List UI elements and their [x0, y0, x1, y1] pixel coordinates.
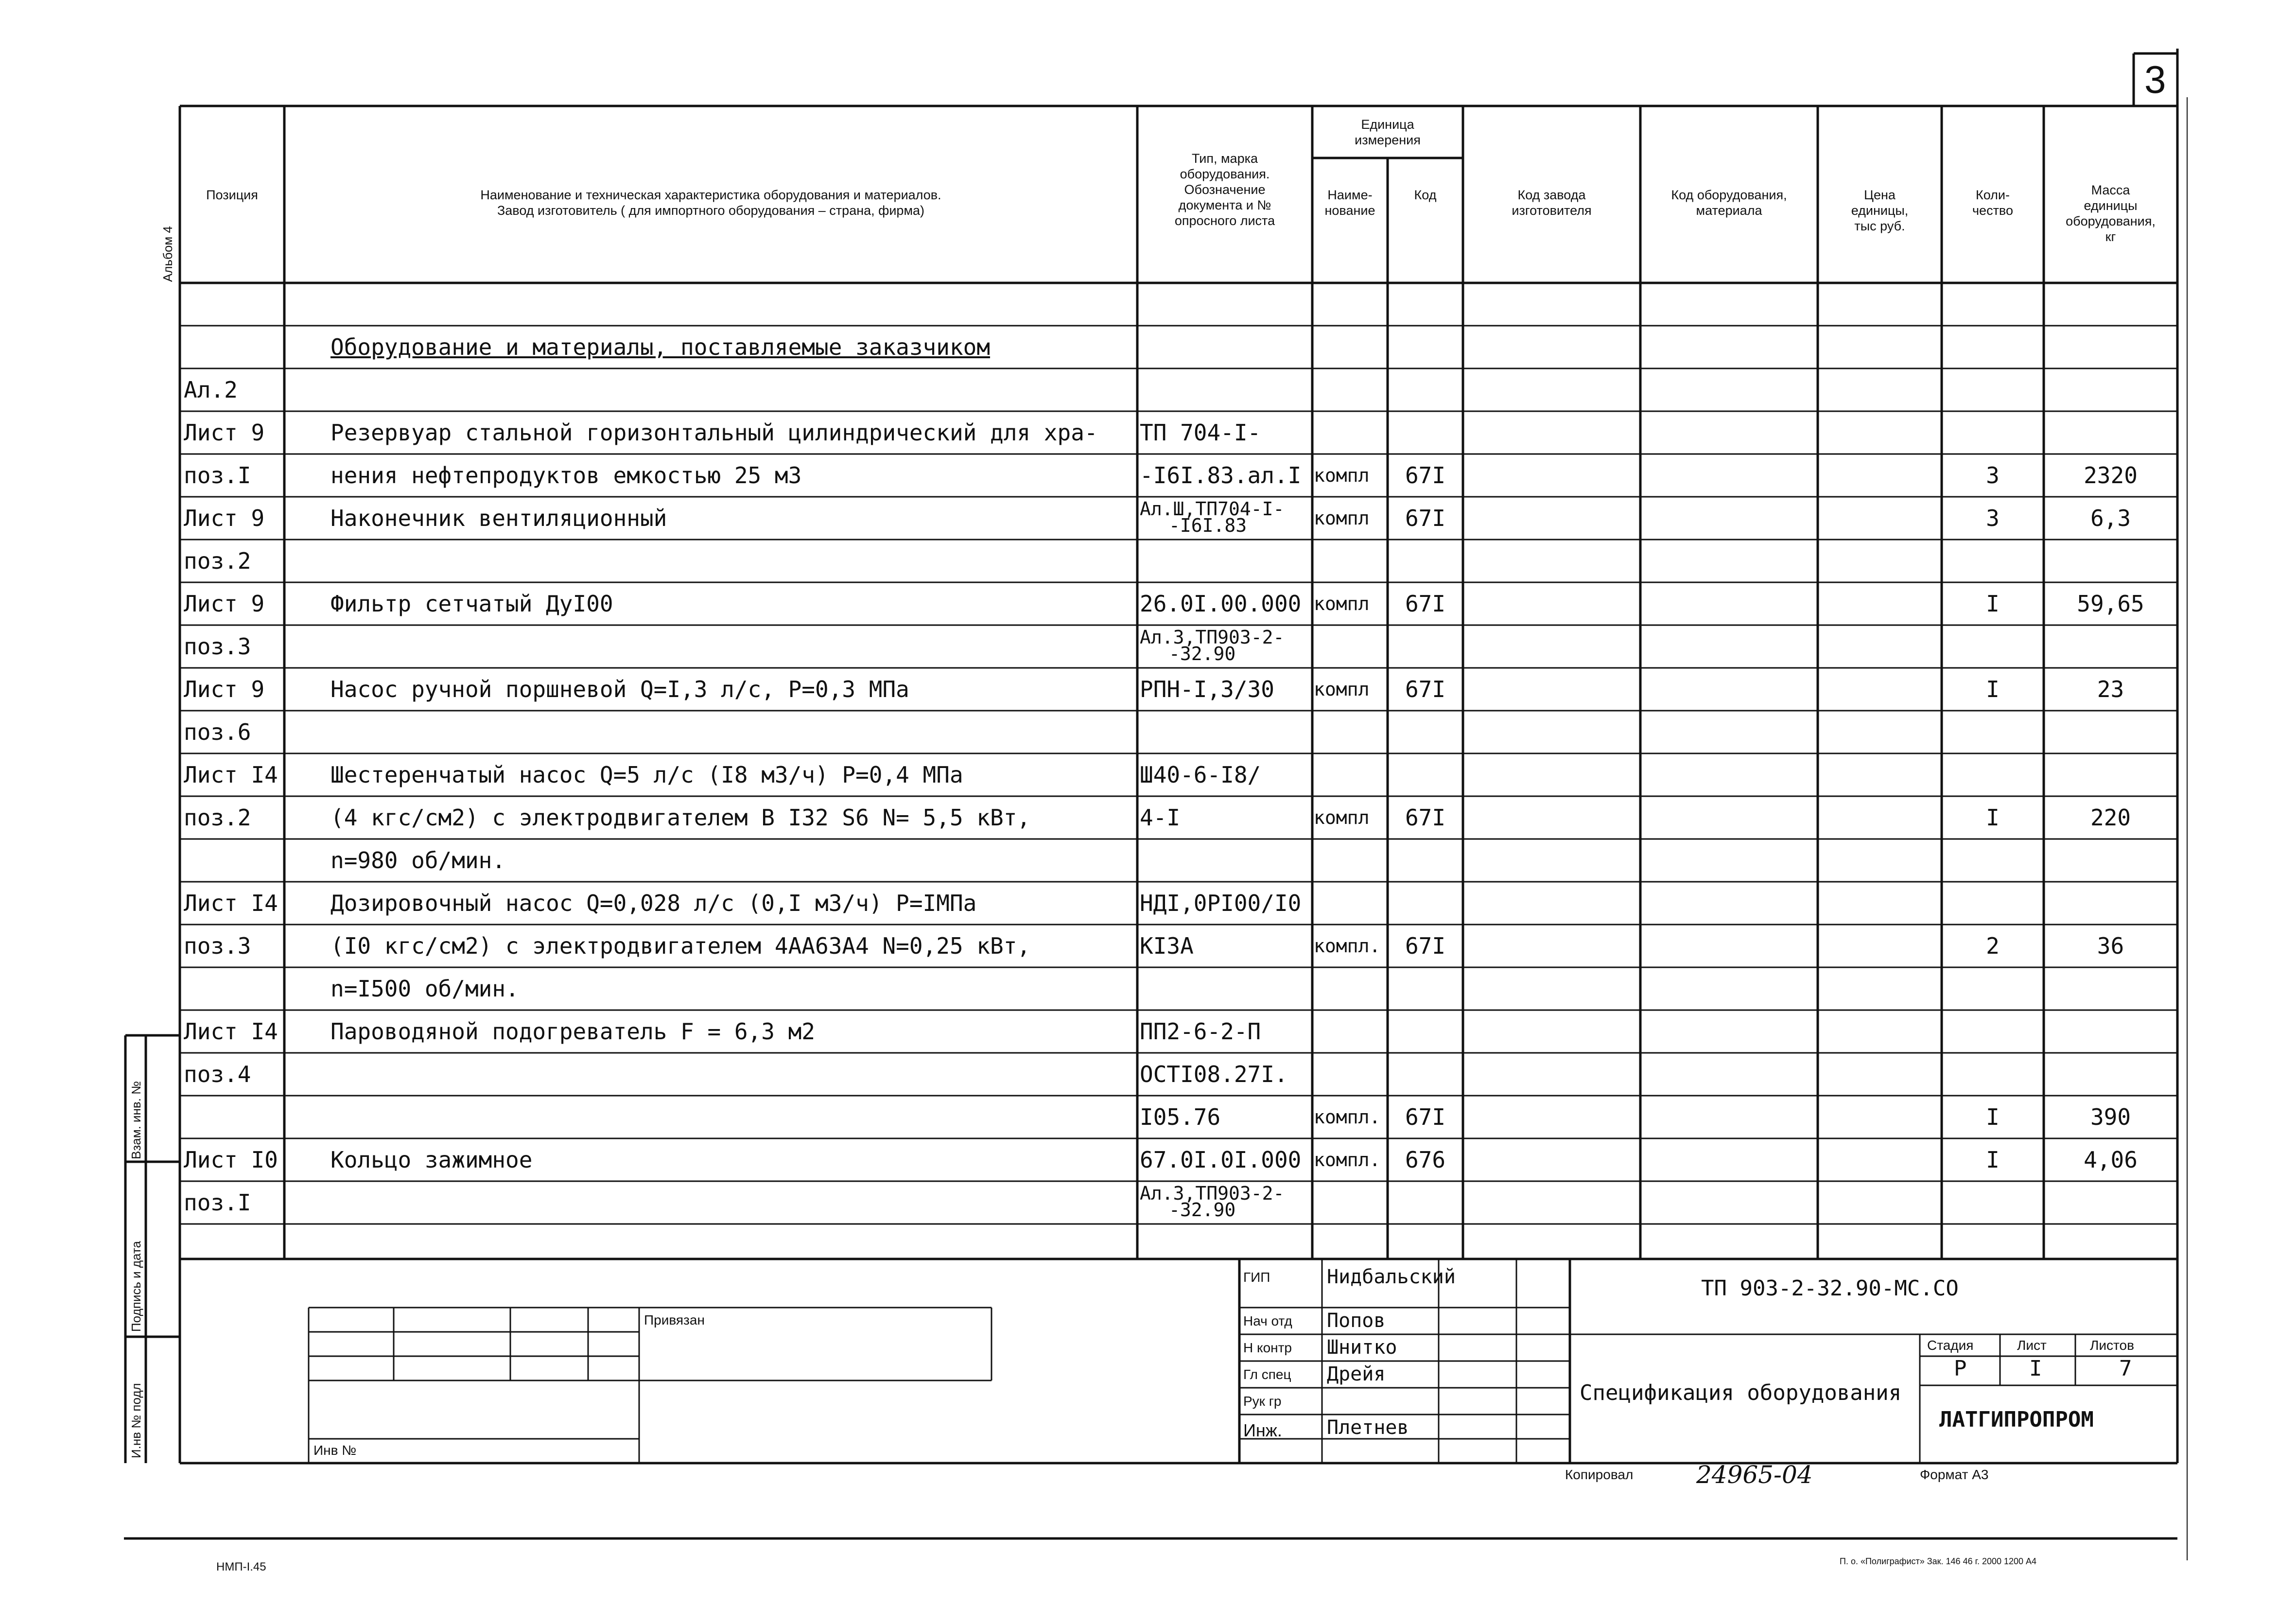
album-label: Альбом 4 — [160, 226, 175, 282]
header-name-line1: Наименование и техническая характеристика оборудования и материалов. — [480, 188, 941, 202]
row-qty: I — [1986, 676, 2000, 702]
row-unit: компл — [1314, 679, 1370, 700]
row-position: Лист 9 — [184, 505, 265, 531]
row-name: Наконечник вентиляционный — [330, 505, 667, 531]
header-unit-name-l2: нование — [1324, 203, 1375, 218]
header-type-l3: Обозначение — [1184, 182, 1266, 197]
row-name: n=I500 об/мин. — [330, 976, 519, 1002]
row-name: Шестеренчатый насос Q=5 л/с (I8 м3/ч) P=0,4 МПа — [330, 762, 963, 788]
org-name: ЛАТГИПРОПРОМ — [1939, 1407, 2094, 1432]
header-unit-code: Код — [1414, 188, 1437, 202]
row-qty: I — [1986, 1147, 2000, 1173]
row-position: Ал.2 — [184, 377, 238, 403]
row-name: Фильтр сетчатый ДуI00 — [330, 591, 613, 617]
stamp-role: Нач отд — [1243, 1313, 1292, 1328]
row-mass: 2320 — [2084, 462, 2138, 489]
row-name: n=980 об/мин. — [330, 847, 506, 873]
row-unit: компл. — [1314, 1149, 1381, 1170]
row-type: Ал.3,ТП903-2- — [1140, 1183, 1285, 1204]
header-equip-code-l1: Код оборудования, — [1671, 188, 1787, 202]
row-position: поз.2 — [184, 804, 251, 831]
stage-value: Р — [1954, 1356, 1967, 1381]
row-type: 4-I — [1140, 804, 1181, 831]
header-plant-code-l1: Код завода — [1517, 188, 1586, 202]
header-type-l2: оборудования. — [1180, 167, 1270, 181]
row-type: НДI,0РI00/I0 — [1140, 890, 1302, 916]
row-type: Ш40-6-I8/ — [1140, 762, 1261, 788]
header-mass-l3: оборудования, — [2066, 214, 2156, 228]
inv-exch-label: Взам. инв. № — [129, 1081, 143, 1159]
row-code: 67I — [1405, 462, 1446, 489]
header-type-l1: Тип, марка — [1191, 151, 1258, 166]
row-code: 676 — [1405, 1147, 1446, 1173]
row-code: 67I — [1405, 804, 1446, 831]
row-qty: 3 — [1986, 462, 2000, 489]
header-mass-l4: кг — [2105, 229, 2116, 244]
sheet-value: I — [2029, 1356, 2042, 1381]
header-mass-l2: единицы — [2084, 198, 2138, 213]
row-type: КI3А — [1140, 933, 1194, 959]
header-price-l3: тыс руб. — [1854, 219, 1905, 233]
row-type: 67.0I.0I.000 — [1140, 1147, 1302, 1173]
row-name: нения нефтепродуктов емкостью 25 м3 — [330, 462, 802, 489]
row-mass: 6,3 — [2090, 505, 2131, 531]
row-unit: компл — [1314, 807, 1370, 828]
row-code: 67I — [1405, 933, 1446, 959]
row-mass: 59,65 — [2077, 591, 2144, 617]
header-type — [1137, 151, 1312, 228]
header-unit-name-l1: Наиме- — [1327, 188, 1373, 202]
row-type: I05.76 — [1140, 1104, 1221, 1130]
row-code: 67I — [1405, 1104, 1446, 1130]
header-name — [284, 187, 1137, 218]
row-name: Кольцо зажимное — [330, 1147, 533, 1173]
row-type: РПН-I,3/30 — [1140, 676, 1274, 702]
header-unit-name — [1312, 187, 1388, 218]
header-qty-l1: Коли- — [1976, 188, 2010, 202]
header-plant-code — [1463, 187, 1640, 218]
row-position: Лист 9 — [184, 419, 265, 446]
row-type-cont: -32.90 — [1169, 1199, 1236, 1221]
stamp-name: Попов — [1327, 1310, 1386, 1332]
copy-number: 24965-04 — [1696, 1461, 1813, 1489]
header-equip-code-l2: материала — [1696, 203, 1762, 218]
form-code: НМП-I.45 — [216, 1560, 266, 1573]
header-mass-l1: Масса — [2091, 183, 2130, 197]
row-qty: I — [1986, 804, 2000, 831]
row-name: (I0 кгс/см2) с электродвигателем 4АА63А4 N=0,25 кВт, — [330, 933, 1031, 959]
stamp-name: Плетнев — [1327, 1416, 1409, 1439]
row-mass: 390 — [2090, 1104, 2131, 1130]
doc-title: Спецификация оборудования — [1580, 1380, 1902, 1405]
row-type: ТП 704-I- — [1140, 419, 1261, 446]
header-mass — [2044, 182, 2177, 245]
row-name: Дозировочный насос Q=0,028 л/с (0,I м3/ч) P=IМПа — [330, 890, 977, 916]
row-type: Ал.Ш,ТП704-I- — [1140, 498, 1285, 520]
row-type: 26.0I.00.000 — [1140, 591, 1302, 617]
row-qty: 2 — [1986, 933, 2000, 959]
row-position: поз.I — [184, 462, 251, 489]
header-price-l2: единицы, — [1851, 203, 1909, 218]
sheet-label: Лист — [2017, 1338, 2047, 1353]
row-position: Лист 9 — [184, 591, 265, 617]
stage-label: Стадия — [1927, 1338, 1974, 1353]
row-mass: 220 — [2090, 804, 2131, 831]
stamp-role: Рук гр — [1243, 1394, 1282, 1409]
doc-code: ТП 903-2-32.90-МС.СО — [1701, 1276, 1959, 1301]
header-unit — [1312, 117, 1463, 148]
row-unit: компл — [1314, 465, 1370, 486]
row-type: Ал.3,ТП903-2- — [1140, 627, 1285, 648]
row-position: поз.3 — [184, 933, 251, 959]
row-type: -I6I.83.ал.I — [1140, 462, 1302, 489]
row-name: (4 кгс/см2) с электродвигателем В I32 S6 N= 5,5 кВт, — [330, 804, 1031, 831]
row-position: Лист I0 — [184, 1147, 278, 1173]
row-position: поз.4 — [184, 1061, 251, 1087]
header-price-l1: Цена — [1864, 188, 1896, 202]
header-type-l4: документа и № — [1178, 198, 1271, 212]
row-unit: компл — [1314, 507, 1370, 529]
stamp-role: Инж. — [1243, 1420, 1282, 1440]
row-type: ПП2-6-2-П — [1140, 1018, 1261, 1045]
row-type: ОСТI08.27I. — [1140, 1061, 1288, 1087]
row-position: Лист I4 — [184, 890, 278, 916]
row-qty: 3 — [1986, 505, 2000, 531]
stamp-role: Н контр — [1243, 1340, 1292, 1355]
row-position: поз.6 — [184, 719, 251, 745]
sign-date-label: Подпись и дата — [129, 1240, 143, 1332]
row-name: Пароводяной подогреватель F = 6,3 м2 — [330, 1018, 815, 1045]
header-name-line2: Завод изготовитель ( для импортного оборудования – страна, фирма) — [497, 203, 925, 218]
row-name: Резервуар стальной горизонтальный цилиндрический для хра- — [330, 419, 1098, 446]
header-qty-l2: чество — [1972, 203, 2013, 218]
header-qty — [1942, 187, 2044, 218]
row-type-cont: -32.90 — [1169, 643, 1236, 664]
row-qty: I — [1986, 591, 2000, 617]
row-name: Насос ручной поршневой Q=I,3 л/с, P=0,3 МПа — [330, 676, 909, 702]
stamp-name: Нидбальский — [1327, 1266, 1456, 1288]
row-position: поз.I — [184, 1189, 251, 1216]
header-price — [1818, 187, 1942, 234]
row-code: 67I — [1405, 591, 1446, 617]
header-plant-code-l2: изготовителя — [1512, 203, 1592, 218]
row-qty: I — [1986, 1104, 2000, 1130]
header-position: Позиция — [206, 188, 258, 202]
row-position: поз.3 — [184, 633, 251, 660]
row-code: 67I — [1405, 676, 1446, 702]
header-equip-code — [1640, 187, 1818, 218]
copied-label: Копировал — [1565, 1467, 1634, 1482]
row-unit: компл. — [1314, 935, 1381, 957]
stamp-role: ГИП — [1243, 1270, 1270, 1285]
header-unit-l2: измерения — [1355, 133, 1421, 147]
printer-note: П. о. «Полиграфист» Зак. 146 46 г. 2000 1200 А4 — [1840, 1556, 2037, 1566]
row-type-cont: -I6I.83 — [1169, 515, 1247, 536]
privyazan-label: Привязан — [644, 1312, 705, 1328]
row-mass: 4,06 — [2084, 1147, 2138, 1173]
row-unit: компл. — [1314, 1106, 1381, 1128]
header-unit-l1: Единица — [1361, 117, 1414, 132]
format-label: Формат А3 — [1920, 1467, 1989, 1482]
stamp-name: Шнитко — [1327, 1336, 1397, 1359]
row-code: 67I — [1405, 505, 1446, 531]
page-number: 3 — [2144, 58, 2166, 101]
inv-no-label: Инв № — [313, 1443, 357, 1458]
row-position: Лист 9 — [184, 676, 265, 702]
sheets-label: Листов — [2090, 1338, 2134, 1353]
row-unit: компл — [1314, 593, 1370, 614]
header-type-l5: опросного листа — [1174, 213, 1275, 228]
inv-orig-label: И.нв № подл — [129, 1383, 143, 1458]
stamp-name: Дрейя — [1327, 1363, 1386, 1385]
row-position: Лист I4 — [184, 1018, 278, 1045]
row-mass: 36 — [2097, 933, 2124, 959]
stamp-role: Гл спец — [1243, 1367, 1291, 1382]
row-name: Оборудование и материалы, поставляемые заказчиком — [330, 334, 991, 360]
sheets-value: 7 — [2119, 1356, 2132, 1381]
row-mass: 23 — [2097, 676, 2124, 702]
row-position: поз.2 — [184, 548, 251, 574]
row-position: Лист I4 — [184, 762, 278, 788]
